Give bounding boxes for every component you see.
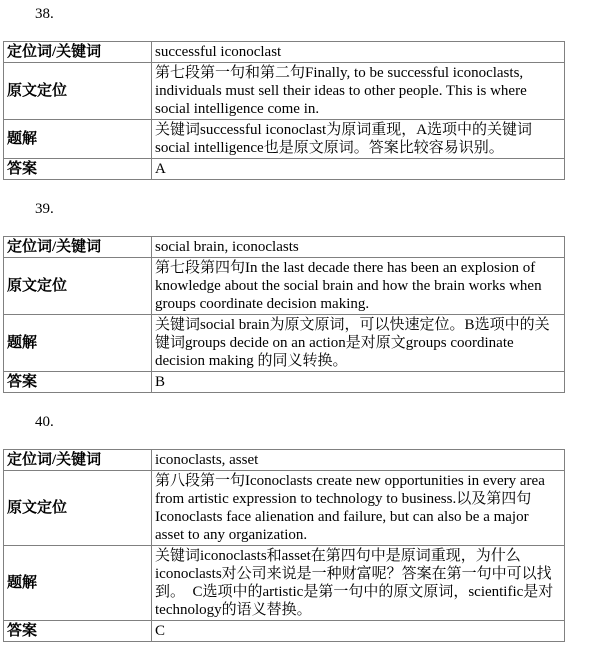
row-content-source-location: 第七段第四句In the last decade there has been an explosion of knowledge about the social brain and how the brain works when groups coordinate decision making. [152,258,565,315]
row-content-source-location: 第七段第一句和第二句Finally, to be successful iconoclasts, individuals must sell their ideas to other people. This is where social intelligence come in. [152,63,565,120]
row-content-answer: C [152,621,565,642]
table-row [4,471,565,546]
question-number: 38. [35,6,54,22]
row-content-keywords: successful iconoclast [152,42,565,63]
question-section-40 [0,413,603,642]
row-label-source-location: 原文定位 [4,258,152,315]
row-label-answer: 答案 [4,159,152,180]
row-label-source-location: 原文定位 [4,471,152,546]
row-label-keywords: 定位词/关键词 [4,237,152,258]
table-row [4,159,565,180]
table-row [4,237,565,258]
row-content-answer: A [152,159,565,180]
question-section-39 [0,200,603,393]
row-content-answer: B [152,372,565,393]
row-content-source-location: 第八段第一句Iconoclasts create new opportunities in every area from artistic expression to technology to business.以及第四句 Iconoclasts face alienation and failure, but can also be a major asset to any organization. [152,471,565,546]
table-row [4,42,565,63]
table-row [4,372,565,393]
row-label-keywords: 定位词/关键词 [4,42,152,63]
row-content-keywords: social brain, iconoclasts [152,237,565,258]
question-section-38 [0,5,603,180]
row-content-keywords: iconoclasts, asset [152,450,565,471]
table-row [4,450,565,471]
row-label-answer: 答案 [4,621,152,642]
row-label-explanation: 题解 [4,120,152,159]
row-content-explanation: 关键词successful iconoclast为原词重现，A选项中的关键词social intelligence也是原文原词。答案比较容易识别。 [152,120,565,159]
answer-table [3,41,565,180]
table-row [4,315,565,372]
table-row [4,546,565,621]
row-label-keywords: 定位词/关键词 [4,450,152,471]
answer-table [3,236,565,393]
table-row [4,621,565,642]
row-label-answer: 答案 [4,372,152,393]
row-content-explanation: 关键词social brain为原文原词，可以快速定位。B选项中的关键词groups decide on an action是对原文groups coordinate decision making 的同义转换。 [152,315,565,372]
answer-table [3,449,565,642]
table-row [4,120,565,159]
row-content-explanation: 关键词iconoclasts和asset在第四句中是原词重现，为什么iconoclasts对公司来说是一种财富呢？答案在第一句中可以找到。 C选项中的artistic是第一句中的原文原词，scientific是对technology的语义替换。 [152,546,565,621]
table-row [4,258,565,315]
row-label-explanation: 题解 [4,315,152,372]
table-row [4,63,565,120]
question-number: 39. [35,201,54,217]
question-number: 40. [35,414,54,430]
row-label-explanation: 题解 [4,546,152,621]
row-label-source-location: 原文定位 [4,63,152,120]
